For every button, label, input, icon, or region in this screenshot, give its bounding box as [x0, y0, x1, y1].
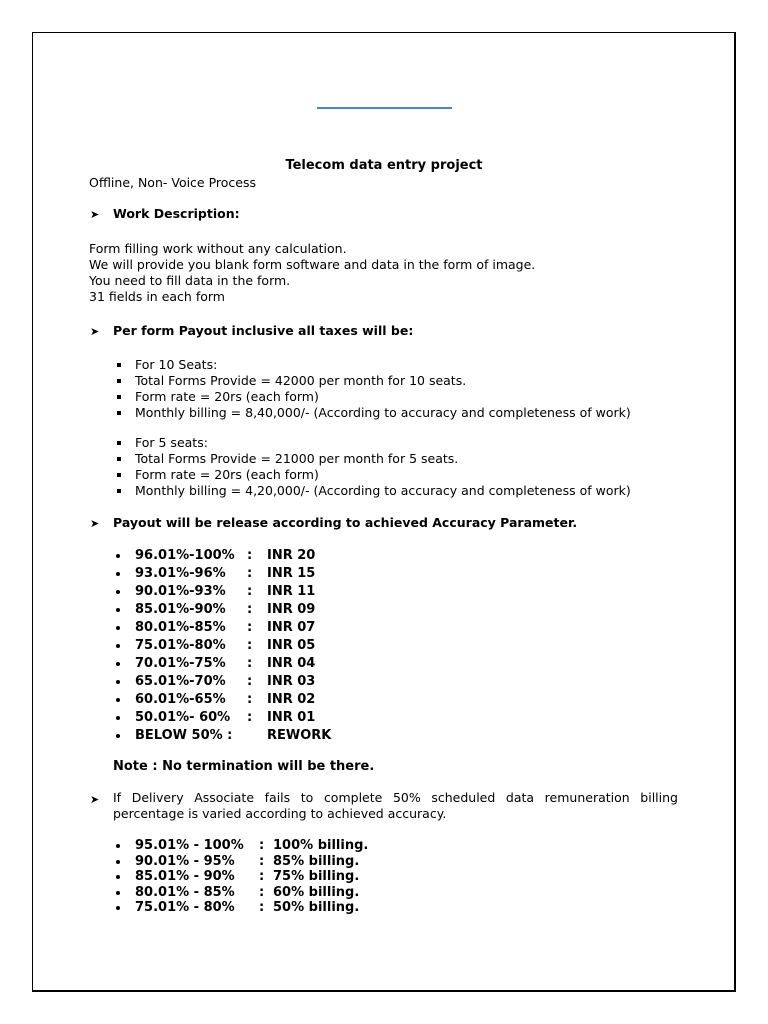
separator: :	[259, 869, 265, 884]
separator: :	[247, 656, 253, 671]
billing-list	[113, 838, 368, 916]
separator: :	[247, 620, 253, 635]
list-item: Monthly billing = 8,40,000/- (According to accuracy and completeness of work)	[113, 405, 631, 421]
separator: :	[247, 692, 253, 707]
work-description-line: Form filling work without any calculation.	[89, 241, 347, 256]
list-item	[113, 709, 331, 727]
value-label: INR 11	[267, 584, 316, 599]
value-label: INR 20	[267, 548, 316, 563]
range-label: 70.01%-75%	[135, 656, 226, 671]
value-label: INR 09	[267, 602, 316, 617]
value-label: INR 07	[267, 620, 316, 635]
list-item	[113, 655, 331, 673]
value-label: REWORK	[267, 728, 332, 743]
range-label: 50.01%- 60%	[135, 710, 231, 725]
list-item: Form rate = 20rs (each form)	[113, 389, 631, 405]
list-item: For 10 Seats:	[113, 357, 631, 373]
arrow-bullet-icon: ➤	[90, 793, 100, 806]
list-item	[113, 547, 331, 565]
work-description-line: You need to fill data in the form.	[89, 273, 291, 288]
list-item	[113, 583, 331, 601]
range-label: 65.01%-70%	[135, 674, 226, 689]
header-rule	[317, 107, 452, 109]
document-title: Telecom data entry project	[285, 158, 483, 173]
range-label: 96.01%-100%	[135, 548, 235, 563]
document-subtitle: Offline, Non- Voice Process	[89, 175, 257, 190]
payout-heading: Per form Payout inclusive all taxes will be:	[113, 323, 414, 338]
range-label: 93.01%-96%	[135, 566, 226, 581]
range-label: 80.01% - 85%	[135, 884, 235, 900]
billing-description: If Delivery Associate fails to complete 50% scheduled data remuneration billing percentage is varied according to achieved accuracy.	[113, 790, 678, 821]
work-description-line: 31 fields in each form	[89, 289, 225, 304]
list-item	[113, 637, 331, 655]
arrow-bullet-icon: ➤	[90, 208, 100, 221]
value-label: 100% billing.	[273, 838, 369, 853]
range-label: 85.01% - 90%	[135, 869, 235, 884]
list-item	[113, 601, 331, 619]
list-item: Monthly billing = 4,20,000/- (According to accuracy and completeness of work)	[113, 483, 631, 499]
list-item	[113, 727, 331, 745]
value-label: INR 02	[267, 692, 316, 707]
list-item	[113, 619, 331, 637]
separator: :	[247, 548, 253, 563]
separator: :	[247, 566, 253, 581]
range-label: 60.01%-65%	[135, 692, 226, 707]
accuracy-heading: Payout will be release according to achieved Accuracy Parameter.	[113, 515, 578, 530]
separator: :	[247, 674, 253, 689]
value-label: INR 05	[267, 638, 316, 653]
list-item: Total Forms Provide = 42000 per month for 10 seats.	[113, 373, 631, 389]
separator: :	[247, 602, 253, 617]
work-description-heading: Work Description:	[113, 206, 240, 221]
separator: :	[247, 638, 253, 653]
range-label: 90.01%-93%	[135, 584, 226, 599]
value-label: INR 04	[267, 656, 316, 671]
list-item	[113, 854, 368, 870]
separator: :	[259, 853, 265, 869]
list-item: Total Forms Provide = 21000 per month for 5 seats.	[113, 451, 631, 467]
range-label: 90.01% - 95%	[135, 853, 235, 869]
list-item	[113, 869, 368, 885]
ten-seats-list	[113, 357, 631, 421]
value-label: INR 01	[267, 710, 316, 725]
range-label: BELOW 50% :	[135, 728, 233, 743]
value-label: 50% billing.	[273, 900, 360, 915]
range-label: 80.01%-85%	[135, 620, 226, 635]
value-label: 75% billing.	[273, 869, 360, 884]
range-label: 75.01%-80%	[135, 638, 226, 653]
list-item	[113, 838, 368, 854]
separator: :	[247, 584, 253, 599]
value-label: INR 03	[267, 674, 316, 689]
arrow-bullet-icon: ➤	[90, 517, 100, 530]
work-description-body	[89, 241, 535, 305]
list-item	[113, 900, 368, 916]
value-label: 60% billing.	[273, 884, 360, 900]
list-item	[113, 565, 331, 583]
list-item	[113, 885, 368, 901]
list-item: Form rate = 20rs (each form)	[113, 467, 631, 483]
five-seats-list	[113, 435, 631, 499]
list-item	[113, 673, 331, 691]
range-label: 85.01%-90%	[135, 602, 226, 617]
list-item: For 5 seats:	[113, 435, 631, 451]
accuracy-list	[113, 547, 331, 745]
list-item	[113, 691, 331, 709]
range-label: 95.01% - 100%	[135, 838, 244, 853]
value-label: 85% billing.	[273, 853, 360, 869]
value-label: INR 15	[267, 566, 316, 581]
separator: :	[259, 884, 265, 900]
arrow-bullet-icon: ➤	[90, 325, 100, 338]
separator: :	[259, 900, 265, 915]
termination-note: Note : No termination will be there.	[113, 759, 375, 774]
separator: :	[259, 838, 265, 853]
work-description-line: We will provide you blank form software and data in the form of image.	[89, 257, 536, 272]
separator: :	[247, 710, 253, 725]
range-label: 75.01% - 80%	[135, 900, 235, 915]
